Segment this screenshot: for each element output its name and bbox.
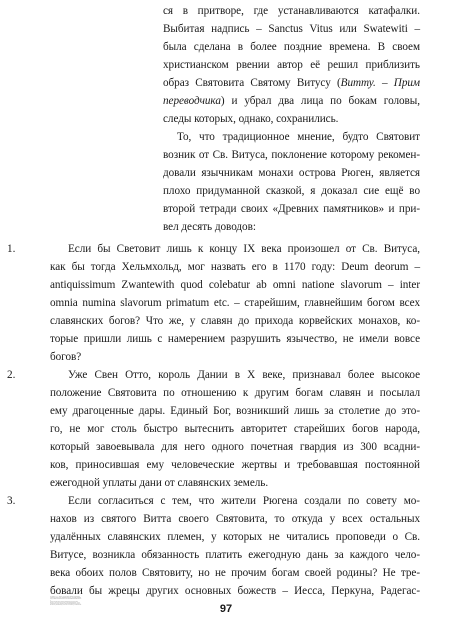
text-line: положение Святовита по отношению к другим богам славян и посылал	[50, 387, 420, 399]
text-line: была сделана в более поздние времена. В своем	[163, 41, 420, 53]
text-line: торые пришли лишь с намерением разрушить язычество, не имели вовсе	[50, 333, 420, 345]
continued-text	[50, 597, 420, 607]
text-line: как известно, был ребенком, в столь могучего великана, что королю Валь-	[50, 605, 82, 607]
text-run: образ Святовита Святому Витусу (	[163, 77, 341, 89]
text-line: второй тетради своих «Древних памятников» и при-	[163, 203, 420, 215]
text-line: богов?	[50, 351, 82, 363]
text-line: ежегодной уплаты дани от славянских земель.	[50, 477, 269, 489]
text-line: головы вместо одной и превратить юношеский образ святого, который,	[50, 604, 81, 606]
point-number: 3.	[7, 495, 16, 507]
text-line: века обоих полов Святовиту, но не прочим богам своей родины? Не тре-	[50, 567, 420, 579]
text-line: ков, приносившая ему человеческие жертвы и требовавшая постоянной	[50, 459, 420, 471]
text-line: antiquissimum Zwantewith quod colebatur ab omni natione slavorum – inter	[50, 279, 420, 291]
italic-note: переводчика	[163, 95, 221, 107]
text-line: omnia numina slavorum primatum etc. – старейшим, главнейшим богом всех	[50, 297, 420, 309]
text-line: который завоевывала для него одного почетная гвардия из 300 всадни-	[50, 441, 420, 453]
point-number: 1.	[7, 243, 16, 255]
text-line: му Витту, о мученичестве коего им читали проповеди монахи, четыре	[50, 603, 80, 605]
text-line: terra, sed omnes slavorum provinciae illuc tributa annuatim transmittebant etc.	[50, 599, 82, 601]
text-line: Откуда жителям Рюгена пришла странная мысль приделать свято-	[50, 601, 79, 603]
text-line: славянских богов? Что же, у славян до прихода корвейских монахов, ко-	[50, 315, 420, 327]
point-number: 4.	[50, 600, 51, 602]
text-run: ) и убрал два лица по бокам головы,	[220, 95, 420, 107]
text-line: Если бы Световит лишь к концу IX века произошел от Св. Витуса,	[68, 243, 420, 255]
text-line	[163, 93, 420, 110]
text-line: возник от Св. Витуса, поклонение которому рекомен-	[163, 149, 420, 161]
text-line: Выбитая надпись – Sanctus Vitus или Swatewiti –	[163, 23, 420, 35]
text-line: плохо придуманной сказкой, я доказал сие ещё во	[163, 185, 420, 197]
text-line: Хельмхольд говорит: unde etiam nostra adhuc aetate, non solum Wagirensis	[50, 598, 81, 600]
text-line: Витусе, возникла обязанность платить ежегодную дань за каждого чело-	[50, 549, 420, 561]
text-line: как бы тогда Хельмхольд, мог назвать его в 1170 году: Deum deorum –	[50, 261, 420, 273]
text-line: нахов из святого Витта своего Святовита, то откуда у всех остальных	[50, 513, 420, 525]
text-line: следы которых, однако, сохранились.	[163, 113, 339, 125]
text-line: го, не мог столь быстро вытеснить авторитет старейших богов народа,	[50, 423, 420, 435]
text-line: удалённых славянских племен, у которых не читались проповеди о Св.	[50, 531, 420, 543]
text-line: ему драгоценные дары. Единый Бог, возникший лишь за столетие до это-	[50, 405, 420, 417]
text-line: Уже Свен Отто, король Дании в X веке, признавал более высокое	[68, 369, 420, 381]
text-line: То, что традиционное мнение, будто Святовит	[177, 131, 420, 143]
point-number: 2.	[7, 369, 16, 381]
text-line: довали язычникам монахи острова Рюген, является	[163, 167, 420, 179]
text-line: бовали бы жрецы других основных божеств – Иесса, Перкуна, Радегас-	[50, 585, 420, 597]
text-line: христианском рвении автор её решил приблизить	[163, 59, 420, 71]
text-line: вел десять доводов:	[163, 221, 256, 233]
text-line: та, Яровита и т. п. – такой же дани для своих храмовых сокровищниц?	[50, 597, 81, 598]
text-line: ся в притворе, где устанавливаются катафалки.	[163, 5, 420, 17]
text-line	[163, 75, 420, 92]
italic-note: Витту. – Прим	[340, 77, 420, 89]
page-number: 97	[219, 603, 233, 615]
text-line: Если согласиться с тем, что жители Рюгена создали по совету мо-	[68, 495, 420, 507]
